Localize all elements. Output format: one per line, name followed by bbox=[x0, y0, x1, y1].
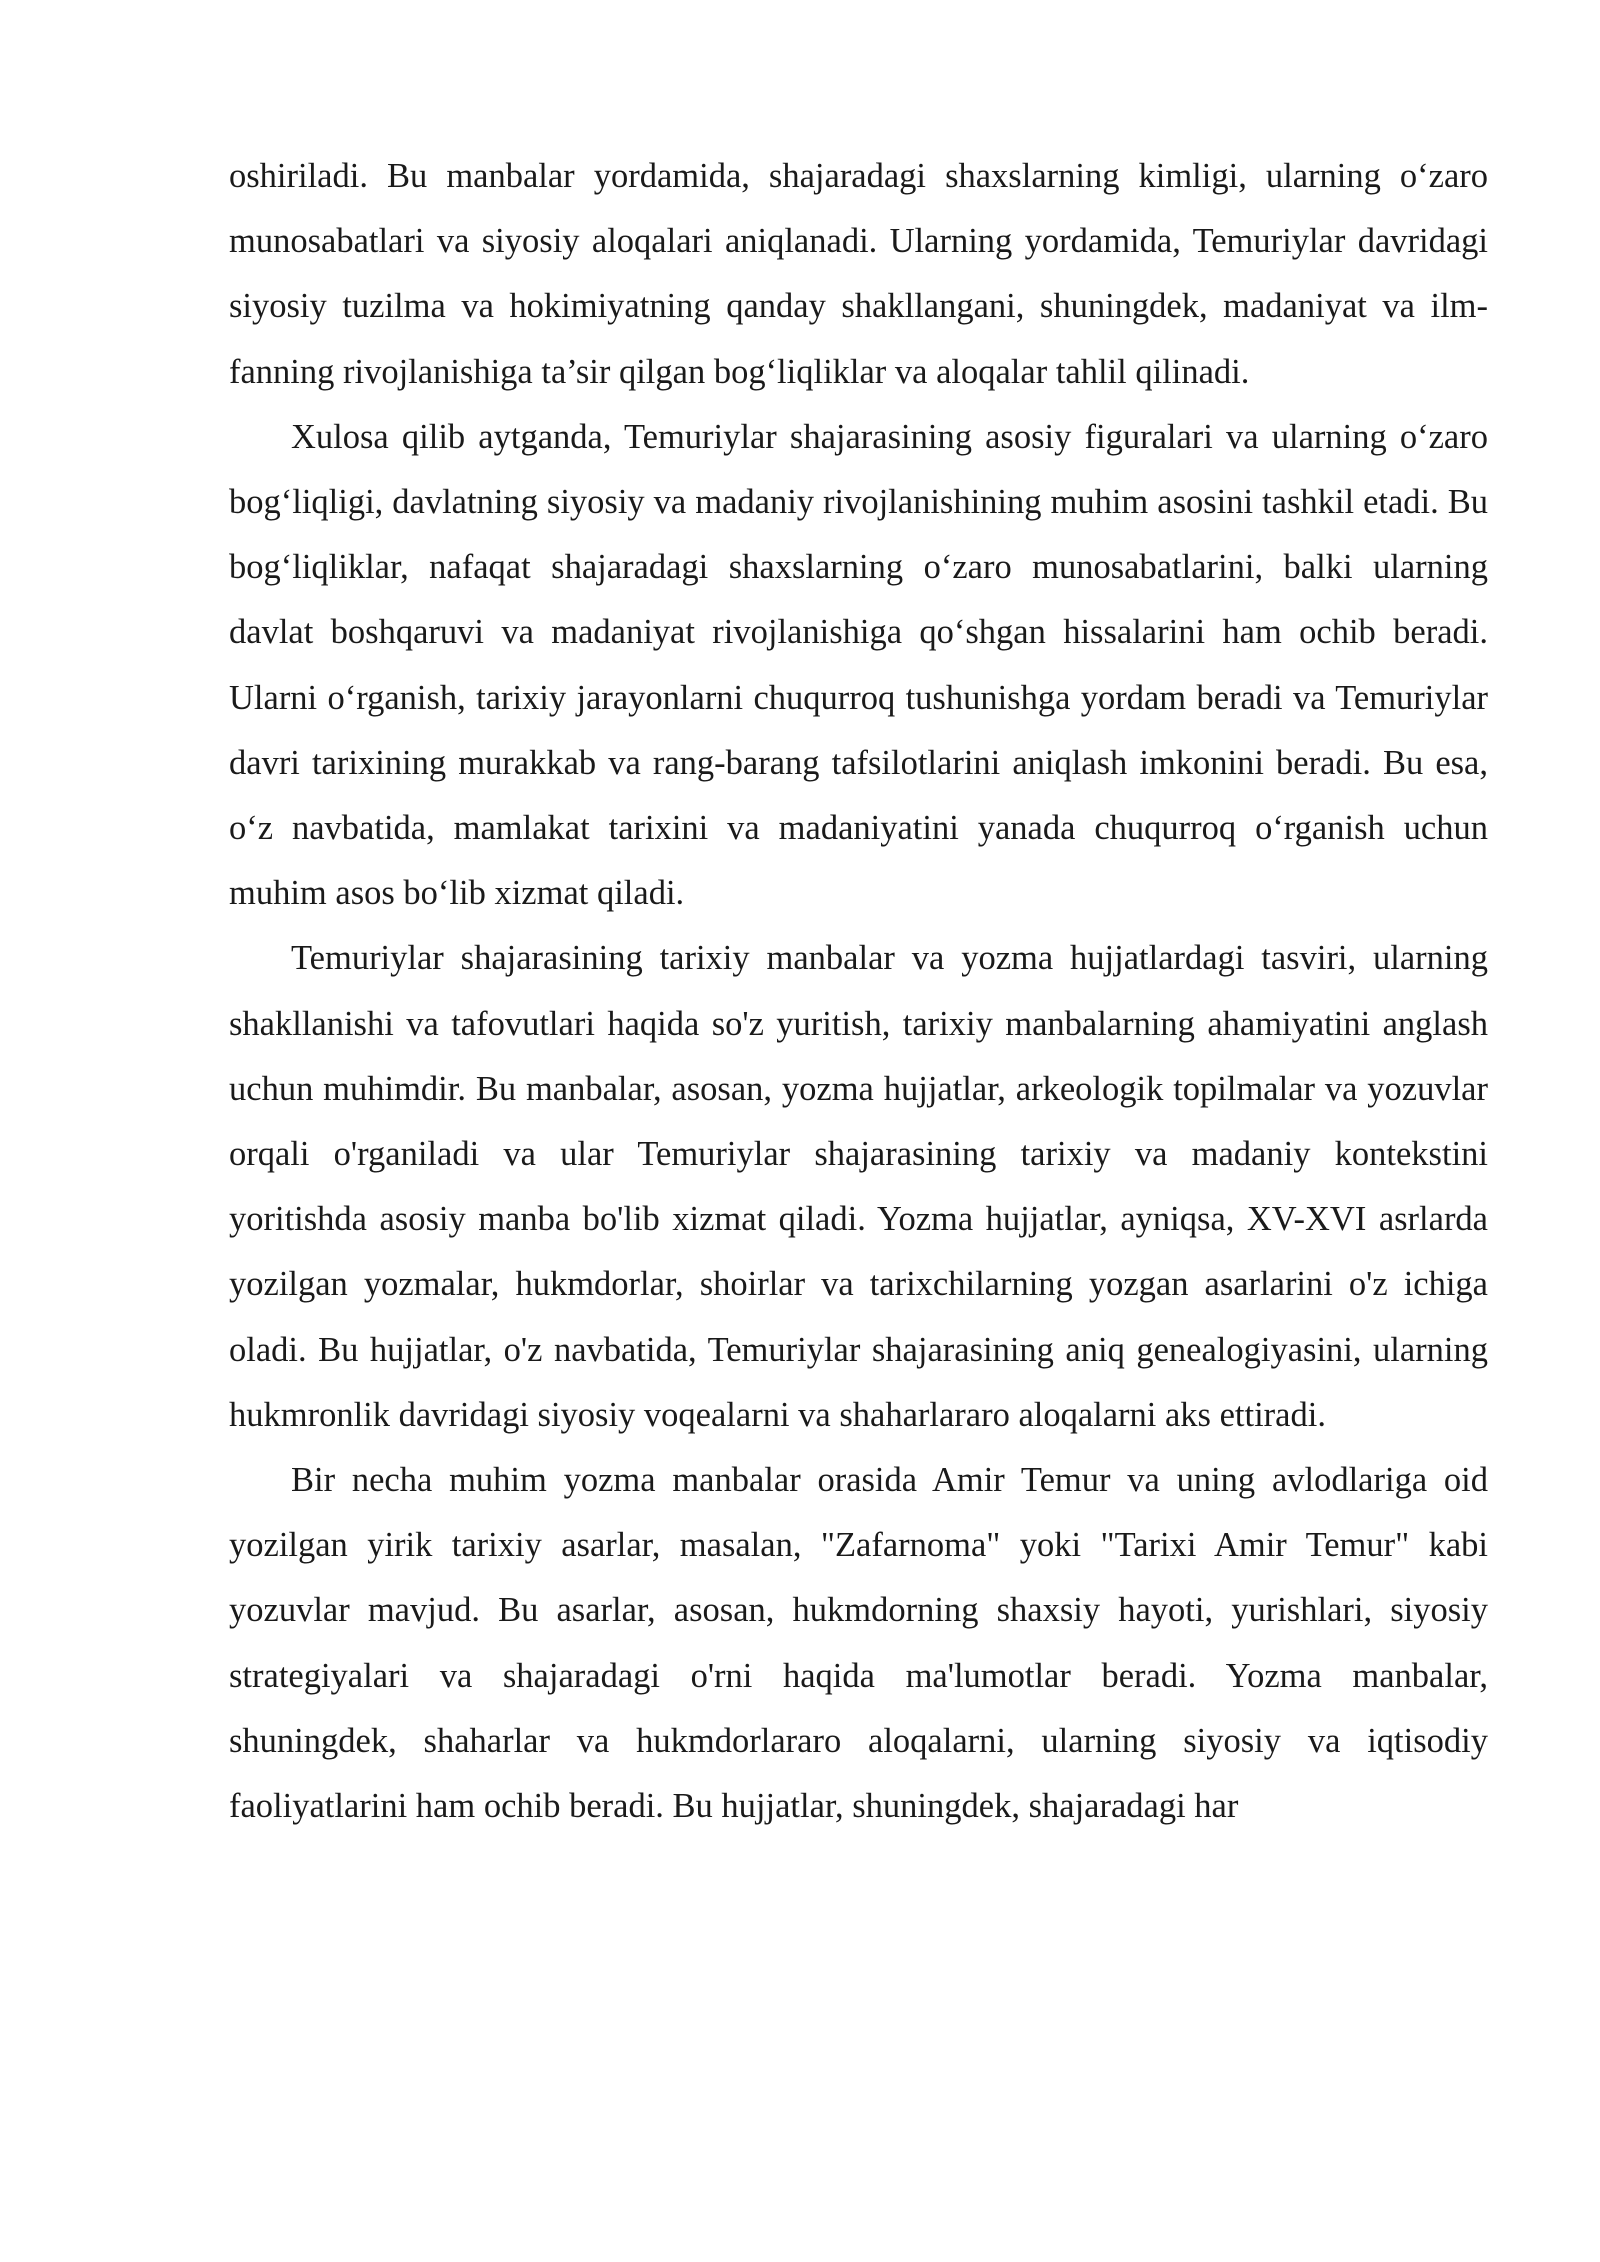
document-page bbox=[229, 144, 1488, 1839]
paragraph: Xulosa qilib aytganda, Temuriylar shajarasining asosiy figuralari va ularning o‘zaro bog‘liqligi, davlatning siyosiy va madaniy rivojlanishining muhim asosini tashkil etadi. Bu bog‘liqliklar, nafaqat shajaradagi shaxslarning o‘zaro munosabatlarini, balki ularning davlat boshqaruvi va madaniyat rivojlanishiga qo‘shgan hissalarini ham ochib beradi. Ularni o‘rganish, tarixiy jarayonlarni chuqurroq tushunishga yordam beradi va Temuriylar davri tarixining murakkab va rang-barang tafsilotlarini aniqlash imkonini beradi. Bu esa, o‘z navbatida, mamlakat tarixini va madaniyatini yanada chuqurroq o‘rganish uchun muhim asos bo‘lib xizmat qiladi. bbox=[229, 417, 1488, 913]
paragraph: Bir necha muhim yozma manbalar orasida Amir Temur va uning avlodlariga oid yozilgan yirik tarixiy asarlar, masalan, "Zafarnoma" yoki "Tarixi Amir Temur" kabi yozuvlar mavjud. Bu asarlar, asosan, hukmdorning shaxsiy hayoti, yurishlari, siyosiy strategiyalari va shajaradagi o'rni haqida ma'lumotlar beradi. Yozma manbalar, shuningdek, shaharlar va hukmdorlararo aloqalarni, ularning siyosiy va iqtisodiy faoliyatlarini ham ochib beradi. Bu hujjatlar, shuningdek, shajaradagi har bbox=[229, 1461, 1488, 1826]
paragraph: oshiriladi. Bu manbalar yordamida, shajaradagi shaxslarning kimligi, ularning o‘zaro munosabatlari va siyosiy aloqalari aniqlanadi. Ularning yordamida, Temuriylar davridagi siyosiy tuzilma va hokimiyatning qanday shakllangani, shuningdek, madaniyat va ilm-fanning rivojlanishiga ta’sir qilgan bog‘liqliklar va aloqalar tahlil qilinadi. bbox=[229, 157, 1488, 391]
paragraph: Temuriylar shajarasining tarixiy manbalar va yozma hujjatlardagi tasviri, ularning shakllanishi va tafovutlari haqida so'z yuritish, tarixiy manbalarning ahamiyatini anglash uchun muhimdir. Bu manbalar, asosan, yozma hujjatlar, arkeologik topilmalar va yozuvlar orqali o'rganiladi va ular Temuriylar shajarasining tarixiy va madaniy kontekstini yoritishda asosiy manba bo'lib xizmat qiladi. Yozma hujjatlar, ayniqsa, XV-XVI asrlarda yozilgan yozmalar, hukmdorlar, shoirlar va tarixchilarning yozgan asarlarini o'z ichiga oladi. Bu hujjatlar, o'z navbatida, Temuriylar shajarasining aniq genealogiyasini, ularning hukmronlik davridagi siyosiy voqealarni va shaharlararo aloqalarni aks ettiradi. bbox=[229, 939, 1488, 1434]
